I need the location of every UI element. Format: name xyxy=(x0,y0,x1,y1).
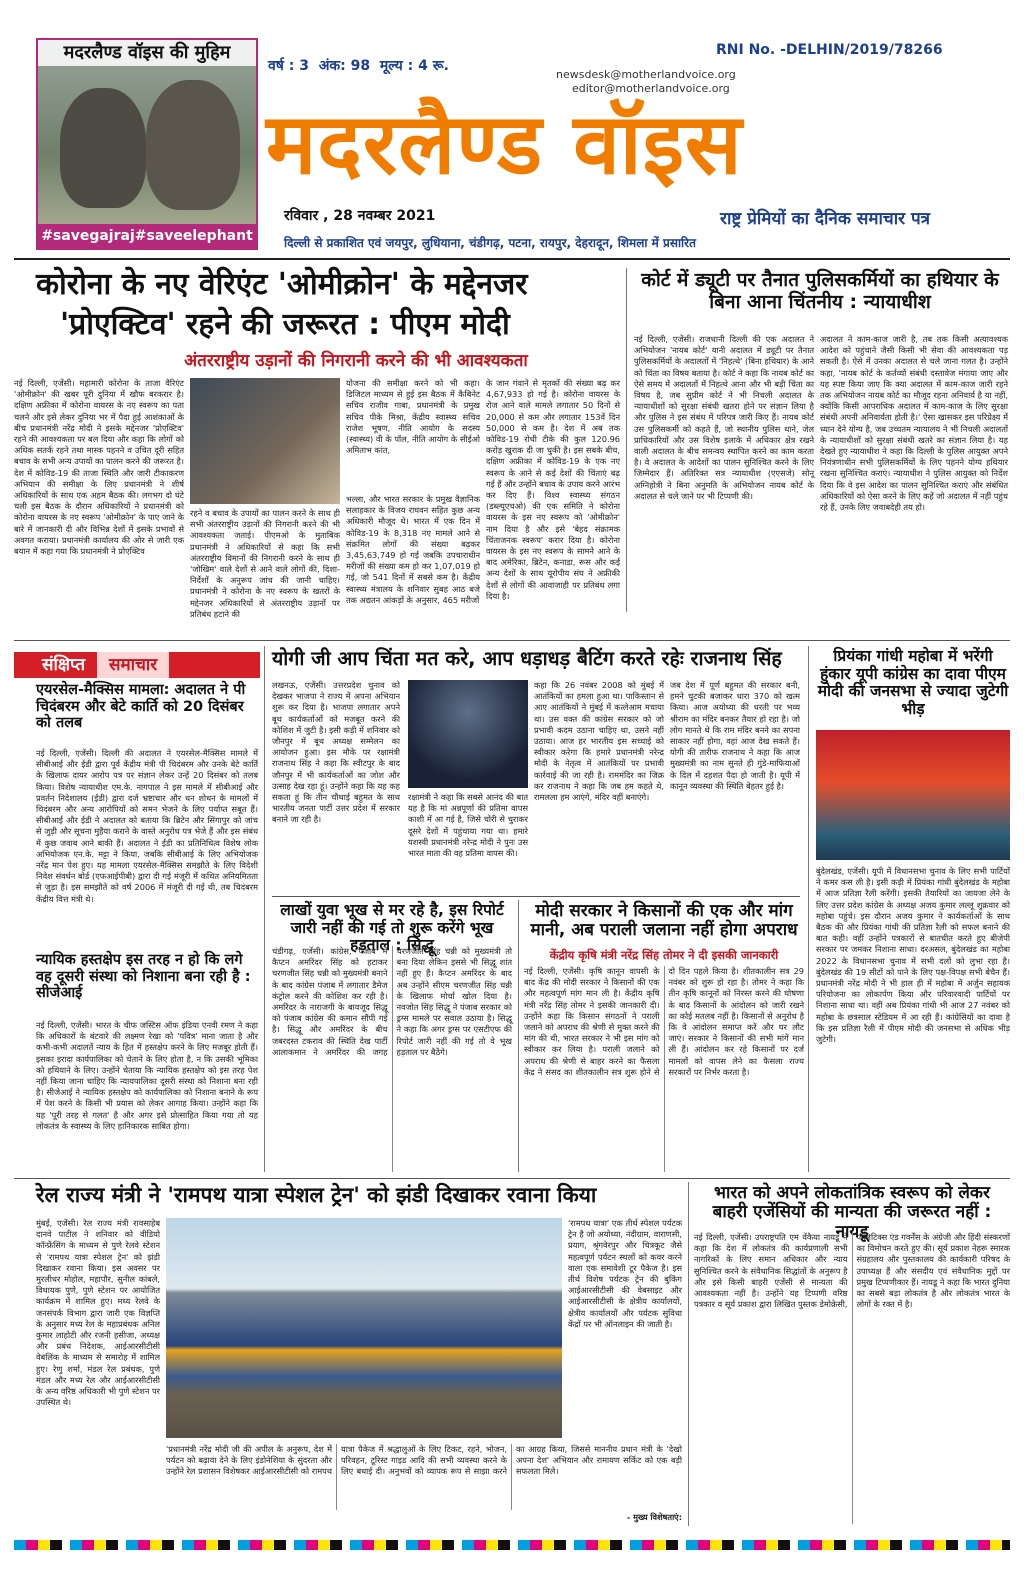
lead-column-1: नई दिल्ली, एजेंसी। महामारी कोरोना के ताजा वैरिएंट 'ओमीक्रोन' की खबर पूरी दुनिया में खौफ बरकरार है। दक्षिण अफ्रीका में कोरोना वायरस के नए स्वरूप का पता चलने और इसे लेकर दुनिया भर में पैदा हुई आशंकाओं के बीच प्रधानमंत्री नरेंद्र मोदी ने इसके मद्देनजर 'प्रोएक्टिव' रहने की आवश्यकता पर बल दिया और कहा कि लोगों को अधिक सतर्क रहने तथा मास्क पहनने व उचित दूरी सहित बचाव के सभी अन्य उपायों का पालन करने की जरूरत है। देश में कोविड-19 की ताजा स्थिति और जारी टीकाकरण अभियान की समीक्षा के लिए प्रधानमंत्री ने शीर्ष अधिकारियों के साथ एक अहम बैठक की। लगभग दो घंटे चली इस बैठक के दौरान अधिकारियों ने प्रधानमंत्री को कोरोना वायरस के नए स्वरूप 'ओमीक्रोन' के पाए जाने के बारे में जानकारी दी और विभिन्न देशों में इसके प्रभावों से अवगत कराया। प्रधानमंत्री कार्यालय की ओर से जारी एक बयान में कहा गया कि प्रधानमंत्री ने प्रोएक्टिव xyxy=(14,378,184,557)
section-divider xyxy=(14,1178,1010,1179)
brief-item-1-headline: एयरसेल-मैक्सिस मामला: अदालत ने पी चिदंबरम और बेटे कार्ति को 20 दिसंबर को तलब xyxy=(36,682,246,732)
issue-meta xyxy=(268,56,449,75)
section-divider xyxy=(272,896,800,897)
lead-headline-2: 'प्रोएक्टिव' रहने की जरूरत : पीएम मोदी xyxy=(60,307,510,342)
sidhu-headline: लाखों युवा भूख से मर रहे है, इस रिपोर्ट जारी नहीं की गई तो शुरू करेंगे भूख हड़ताल : सिद्धू xyxy=(280,901,504,955)
brief-news-header xyxy=(14,652,260,678)
tagline: राष्ट्र प्रेमियों का दैनिक समाचार पत्र xyxy=(720,209,931,229)
price: मूल्य : 4 रू. xyxy=(379,58,449,74)
column-divider xyxy=(626,268,627,612)
pm-modi-photo xyxy=(190,378,340,504)
volume: वर्ष : 3 xyxy=(268,58,309,74)
train-photo xyxy=(166,1218,562,1438)
brief-label-1: संक्षिप्त xyxy=(42,655,86,675)
farmers-subhead: केंद्रीय कृषि मंत्री नरेंद्र सिंह तोमर ने दी इसकी जानकारी xyxy=(549,948,779,962)
rail-middle-column: 'रामपथ यात्रा' एक तीर्थ स्पेशल पर्यटक ट्रेन है जो अयोध्या, नंदीग्राम, वाराणसी, प्रयाग, श्रृंगवेरपुर और चित्रकूट जैसे महत्वपूर्ण पर्यटन स्थलों को कवर करने वाला एक समावेशी टूर पैकेज है। इस तीर्थ विशेष पर्यटक ट्रेन की बुकिंग आईआरसीटीसी की वेबसाइट और आईआरसीटीसी के क्षेत्रीय कार्यालयों, क्षेत्रीय कार्यालयों और पर्यटक सुविधा केंद्रों पर भी ऑनलाइन की जाती है। xyxy=(568,1218,682,1329)
editions-line: दिल्ली से प्रकाशित एवं जयपुर, लुधियाना, चंडीगढ़, पटना, रायपुर, देहरादून, शिमला में प्रसारित xyxy=(284,236,696,250)
brief-item-1-body: नई दिल्ली, एजेंसी। दिल्ली की अदालत ने एयरसेल-मैक्सिस मामले में सीबीआई और ईडी द्वारा पूर्व केंद्रीय मंत्री पी चिदंबरम और उनके बेटे कार्ति के खिलाफ दायर आरोप पत्र पर संज्ञान लेकर उन्हें 20 दिसंबर को तलब किया। विशेष न्यायाधीश एम.के. नागपाल ने इस मामले में सीबीआई और प्रवर्तन निदेशालय (ईडी) द्वारा दर्ज भ्रष्टाचार और धन शोधन के मामलों में चिदंबरम और अन्य आरोपियों को समन भेजने के लिए पर्याप्त सबूत हैं। सीबीआई और ईडी ने अदालत को बताया कि ब्रिटेन और सिंगापुर को जांच से जुड़ी और सूचना मुहैया कराने के वास्ते अनुरोध पत्र भेजे हैं और इस संबंध में कुछ जवाब आने बाकी हैं। अदालत ने ईडी का प्रतिनिधित्व विशेष लोक अभियोजक एन.के. मट्टा ने किया, जबकि सीबीआई के लिए अभियोजक नरेंद्र मान पेश हुए। यह मामला एयरसेल-मैक्सिस समझौते के लिए विदेशी निवेश संवर्धन बोर्ड (एफआईपीबी) द्वारा दी गई मंजूरी में कथित अनियमितता से जुड़ा है। इस समझौते को वर्ष 2006 में मंजूरी दी गई थी, तब चिदंबरम केंद्रीय वित्त मंत्री थे। xyxy=(36,748,258,904)
lead-subhead: अंतरराष्ट्रीय उड़ानों की निगरानी करने की भी आवश्यकता xyxy=(184,351,528,371)
column-divider xyxy=(688,1182,689,1526)
rajnath-column-1: लखनऊ, एजेंसी। उत्तरप्रदेश चुनाव को देखकर भाजपा ने राज्य में अपना अभियान शुरू कर दिया है। भाजपा लगातार अपने बूथ कार्यकर्ताओं को मजबूत करने की कोशिश में जुटी है। इसी कड़ी में शनिवार को जौनपुर में बूथ अध्यक्ष सम्मेलन का आयोजन हुआ। इस मौके पर रक्षामंत्री राजनाथ सिंह ने कहा कि स्वीटपुर के बाद जौनपुर में भी कार्यकर्ताओं का जोश और उत्साह देख रहा हूं। उन्होंने कहा कि यह कह सकता हूं कि तीन चौथाई बहुमत के साथ भारतीय जनता पार्टी उत्तर प्रदेश में सरकार बनाने जा रही है। xyxy=(272,680,400,825)
priyanka-body: बुंदेलखंड, एजेंसी। यूपी में विधानसभा चुनाव के लिए सभी पार्टियों ने कमर कस ली है। इसी कड़ी में प्रियंका गांधी बुंदेलखंड के महोबा में आज प्रतिज्ञा रैली करेंगी। इसकी तैयारियों का जायजा लेने के लिए उत्तर प्रदेश कांग्रेस के अध्यक्ष अजय कुमार लल्लू शुक्रवार को महोबा पहुंचे। इस दौरान अजय कुमार ने कार्यकर्ताओं के साथ बैठक की और प्रियंका गांधी की प्रतिज्ञा रैली को सफल बनाने की बात कही। वहीं उन्होंने पत्रकारों से बातचीत करते हुए बीजेपी सरकार पर जमकर निशाना साधा। दरअसल, बुंदेलखंड का महोबा 2022 के विधानसभा चुनाव में सभी दलों को लुभा रहा है। बुंदेलखंड की 19 सीटों को पाने के लिए पक्ष-विपक्ष सभी बेचैन हैं। प्रधानमंत्री नरेंद्र मोदी ने भी हाल ही में महोबा में अर्जुन सहायक परियोजना का लोकार्पण किया और परिवारवादी पार्टियों पर निशाना साधा था। वहीं अब प्रियंका गांधी भी आज 27 नवंबर को महोबा के छत्रसाल स्टेडियम में आ रही हैं। कांग्रेसियों का दावा है कि इस प्रतिज्ञा रैली में पीएम मोदी की जनसभा से अधिक भीड़ जुटेगी। xyxy=(816,866,1010,1045)
lead-column-3: भल्ला, और भारत सरकार के प्रमुख वैज्ञानिक सलाहकार के विजय राघवन सहित कुछ अन्य अधिकारी मौजूद थे। भारत में एक दिन में कोविड-19 के 8,318 नए मामले आने से संक्रमित लोगों की संख्या बढ़कर 3,45,63,749 हो गई जबकि उपचाराधीन मरीजों की संख्या कम हो कर 1,07,019 हो गई, जो 541 दिनों में सबसे कम है। केंद्रीय स्वास्थ्य मंत्रालय के शनिवार सुबह आठ बजे तक अद्यतन आंकड़ों के अनुसार, 465 मरीजों xyxy=(346,494,480,605)
naidu-body: नई दिल्ली, एजेंसी। उपराष्ट्रपति एम वेंकैया नायडू ने कहा कि देश में लोकतंत्र की कार्यप्रणाली सभी नागरिकों के लिए समान अधिकार और न्याय सुनिश्चित करने के संवैधानिक सिद्धांतों के अनुरूप है और इसे किसी बाहरी एजेंसी से मान्यता की आवश्यकता नहीं है। उन्होंने यह टिप्पणी वरिष्ठ पत्रकार व सूर्य प्रकाश द्वारा लिखित पुस्तक डेमोक्रेसी, पॉलिटिक्स एंड गवर्नेंस के अंग्रेजी और हिंदी संस्करणों का विमोचन करते हुए की। सूर्य प्रकाश नेहरू स्मारक संग्रहालय और पुस्तकालय की कार्यकारी परिषद के उपाध्यक्ष हैं और संसदीय एवं संवैधानिक मुद्दों पर प्रमुख टिप्पणीकार हैं। नायडू ने कहा कि भारत दुनिया का सबसे बड़ा लोकतंत्र है और लोकतंत्र भारत के लोगों के रक्त में है। xyxy=(694,1232,1010,1310)
rail-left-column: मुंबई, एजेंसी। रेल राज्य मंत्री रावसाहेब दानवे पाटील ने शनिवार को वीडियो कॉन्फ्रेंसिंग के माध्यम से पुणे रेलवे स्टेशन से 'रामपथ यात्रा स्पेशल ट्रेन' को झंडी दिखाकर रवाना किया। इस अवसर पर मुरलीधर मोहोल, महापौर, सुनील कांबले, विधायक पुणे, पुणे स्टेशन पर आयोजित कार्यक्रम में शामिल हुए। मध्य रेलवे के जनसंपर्क विभाग द्वारा जारी एक विज्ञप्ति के अनुसार मध्य रेल के महाप्रबंधक अनिल कुमार लाहोटी और रजनी हसीजा, अध्यक्ष और प्रबंध निदेशक, आईआरसीटीसी वेबलिंक के माध्यम से समारोह में शामिल हुए। रेणु शर्मा, मंडल रेल प्रबंधक, पुणे मंडल और मध्य रेल और आईआरसीटीसी के अन्य वरिष्ठ अधिकारी भी पुणे स्टेशन पर उपस्थित थे। xyxy=(36,1218,160,1408)
brief-label-2: समाचार xyxy=(97,652,169,678)
email-newsdesk[interactable]: newsdesk@motherlandvoice.org xyxy=(556,68,736,81)
elephant-image xyxy=(60,88,146,208)
brief-item-2-body: नई दिल्ली, एजेंसी। भारत के चीफ जस्टिस ऑफ इंडिया एनवी रमण ने कहा कि अधिकारों के बंटवारे की लक्ष्मण रेखा को 'पवित्र' माना जाता है और कभी-कभी अदालतें न्याय के हित में हस्तक्षेप करने के लिए मजबूर होती हैं। इसका इरादा कार्यपालिका को चेताने के लिए होता है, न कि उसकी भूमिका को हथियाने के लिए। उन्होंने चेताया कि न्यायिक हस्तक्षेप को इस तरह पेश नहीं किया जाना चाहिए कि न्यायपालिका दूसरी संस्था को निशाना बना रही है। सीजेआई ने न्यायिक हस्तक्षेप को कार्यपालिका को निशाना बनाने के रूप में पेश करने के किसी भी प्रयास को लेकर आगाह किया। उन्होंने कहा कि यह 'पूरी तरह से गलत' है और अगर इसे प्रोत्साहित किया गया तो यह लोकतंत्र के स्वास्थ्य के लिए हानिकारक साबित होगा। xyxy=(36,1020,258,1131)
priyanka-headline: प्रियंका गांधी महोबा में भरेंगी हुंकार यूपी कांग्रेस का दावा पीएम मोदी की जनसभा से ज्यादा जुटेगी भीड़ xyxy=(817,647,1009,718)
email-editor[interactable]: editor@motherlandvoice.org xyxy=(572,82,730,95)
masthead-divider xyxy=(14,258,1010,260)
farmers-body: नई दिल्ली, एजेंसी। कृषि कानून वापसी के बाद केंद्र की मोदी सरकार ने किसानों की एक और महत्वपूर्ण मांग मान ली है। केंद्रीय कृषि मंत्री नरेंद्र सिंह तोमर ने इसकी जानकारी दी। उन्होंने कहा कि किसान संगठनों ने पराली जलाने को अपराध की श्रेणी से मुक्त करने की मांग की थी, भारत सरकार ने भी इस मांग को स्वीकार कर लिया है। पराली जलाने को अपराध की श्रेणी से बाहर करने का फैसला केंद्र ने संसद का शीतकालीन सत्र शुरू होने से दो दिन पहले किया है। शीतकालीन सत्र 29 नवंबर को शुरू हो रहा है। तोमर ने कहा कि तीन कृषि कानूनों को निरस्त करने की घोषणा के बाद किसानों के आंदोलन को जारी रखने का कोई मतलब नहीं है। किसानों से अनुरोध है कि वे आंदोलन समाप्त करें और घर लौट जाएं। सरकार ने किसानों की सभी मांगें मान ली हैं। आंदोलन कर रहे किसानों पर दर्ज मामलों को वापस लेने का फैसला राज्य सरकारों पर निर्भर करता है। xyxy=(524,966,804,1077)
promo-hashtag: #savegajraj#saveelephant xyxy=(38,224,256,248)
rajnath-caption: रक्षामंत्री ने कहा कि सबसे आनंद की बात यह है कि मां अन्नपूर्णा की प्रतिमा वापस काशी में आ गई है, जिसे चोरी से चुराकर दूसरे देशों में पहुंचाया गया था। हमारे यशस्वी प्रधानमंत्री नरेन्द्र मोदी ने पुनः उस भारत माता की वह प्रतिमा वापस की। xyxy=(408,792,528,859)
rni-number: RNI No. -DELHIN/2019/78266 xyxy=(716,42,943,58)
print-color-strip xyxy=(14,1540,1010,1550)
court-column-1: नई दिल्ली, एजेंसी। राजधानी दिल्ली की एक अदालत ने अभियोजन 'नायब कोर्ट' यानी अदालत में ड्यूटी पर तैनात पुलिसकर्मियों के अदालतों में 'निहत्थे' (बिना हथियार) के आने को चिंता का विषय बताया है। कोर्ट ने कहा कि नायब कोर्ट का ऐसे समय में अदालतों में निहत्थे आना और भी बड़ी चिंता का विषय है, जब सुप्रीम कोर्ट ने भी निचली अदालत के न्यायाधीशों को सुरक्षा संबंधी खतरा होने पर संज्ञान लिया है और पुलिस ने इस संबंध में परिपत्र जारी किए हैं। नायब कोर्ट उस पुलिसकर्मी को कहते हैं, जो स्थानीय पुलिस थाने, जेल प्राधिकारियों और उस विशेष इलाके में अधिकार क्षेत्र रखने वाली अदालत के बीच समन्वय स्थापित करने का काम करता है। वे अदालत के आदेशों का पालन सुनिश्चित करने के लिए जिम्मेदार हैं। अतिरिक्त सत्र न्यायाधीश (एएसजे) सोनू अग्निहोत्री ने बिना अनुमति के अभियोजन नायब कोर्ट के अदालत से चले जाने पर भी टिप्पणी की। xyxy=(634,334,814,501)
lead-column-3-top: योजना की समीक्षा करने को भी कहा। डिजिटल माध्यम से हुई इस बैठक में कैबिनेट सचिव राजीव गाबा, प्रधानमंत्री के प्रमुख सचिव पीके मिश्रा, केंद्रीय स्वास्थ्य सचिव राजेश भूषण, नीति आयोग के सदस्य (स्वास्थ्य) वी के पॉल, नीति आयोग के सीईओ अमिताभ कांत, xyxy=(346,378,480,456)
farmers-headline: मोदी सरकार ने किसानों की एक और मांग मानी, अब पराली जलाना नहीं होगा अपराध xyxy=(530,901,798,941)
promo-heading: मदरलैण्ड वॉइस की मुहिम xyxy=(38,40,256,66)
lead-column-4: के जान गंवाने से मृतकों की संख्या बढ़ कर 4,67,933 हो गई है। कोरोना वायरस के रोज आने वाले मामले लगातार 50 दिनों से 20,000 से कम और लगातार 153वें दिन 50,000 से कम है। देश में अब तक कोविड-19 रोधी टीके की कुल 120.96 करोड़ खुराक दी जा चुकी है। इस सबके बीच, दक्षिण अफ्रीका में कोविड-19 के एक नए स्वरूप के आने से कई देशों की चिंताएं बढ़ गई हैं और उन्होंने बचाव के उपाय करने आरंभ कर दिए हैं। विश्व स्वास्थ्य संगठन (डब्ल्यूएचओ) की एक समिति ने कोरोना वायरस के इस नए स्वरूप को 'ओमीक्रोन' नाम दिया है और इसे 'बेहद संक्रामक चिंताजनक स्वरूप' करार दिया है। कोरोना वायरस के इस नए स्वरूप के सामने आने के बाद अमेरिका, ब्रिटेन, कनाडा, रूस और कई अन्य देशों के साथ यूरोपीय संघ ने अफ्रीकी देशों से लोगों की आवाजाही पर प्रतिबंध लगा दिया है। xyxy=(486,378,620,601)
court-column-2: अदालत ने काम-काज जारी है, तब तक किसी अत्यावश्यक आदेश को पहुंचाने जैसी किसी भी सेवा की आवश्यकता पड़ सकती है। ऐसे में उनका अदालत से चले जाना गलत है। उन्होंने कहा, 'नायब कोर्ट के कर्तव्यों संबंधी दस्तावेज मंगाया जाए और यह स्पष्ट किया जाए कि क्या अदालत में काम-काज जारी रहने तक अभियोजन नायब कोर्ट का मौजूद रहना अनिवार्य है या नहीं, क्योंकि किसी आपराधिक अदालत में काम-काज के लिए सुरक्षा संबंधी अपनी अनिवार्यता होती है।' ऐसा खासकर इस परिप्रेक्ष्य में ध्यान देने योग्य है, जब उच्चतम न्यायालय ने भी निचली अदालतों के न्यायाधीशों को सुरक्षा संबंधी खतरे का संज्ञान लिया है। यह देखते हुए न्यायाधीश ने कहा कि दिल्ली के पुलिस आयुक्त अपने नियंत्रणाधीन सभी पुलिसकर्मियों के लिए पहनने योग्य हथियार रखना सुनिश्चित कराएं। न्यायाधीश ने पुलिस आयुक्त को निर्देश दिया कि वे इस आदेश का पालन सुनिश्चित कराएं और संबंधित अधिकारियों को ऐसा करने के लिए कहें जो अदालत में नहीं पहुंच रहे हैं, उनके लिए जवाबदेही तय हो। xyxy=(820,334,1008,513)
lead-headline-1: कोरोना के नए वेरिएंट 'ओमीक्रोन' के मद्देनजर xyxy=(36,267,528,302)
sidhu-body: चंडीगढ़, एजेंसी। कांग्रेस, पंजाब में कैप्टन अमरिंदर सिंह को हटाकर चरणजीत सिंह चन्नी को मुख्यमंत्री बनाने के बाद कांग्रेस पंजाब में लगातार डैमेज कंट्रोल करने की कोशिश कर रही है। अमरिंदर के नाराजगी के बावजूद सिद्धू को पंजाब कांग्रेस की कमान सौंपी गई है। सिद्धू और अमरिंदर के बीच जबरदस्त टकराव की स्थिति देख पार्टी आलाकमान ने अमरिंदर की जगह चरणजीत सिंह चन्नी को मुख्यमंत्री तो बना दिया लेकिन इससे भी सिद्धू शांत नहीं हुए हैं। कैप्टन अमरिंदर के बाद अब उन्होंने सीएम चरणजीत सिंह चन्नी के खिलाफ मोर्चा खोल दिया है। नवजोत सिंह सिद्धू ने पंजाब सरकार को ड्रग्स मामले पर सवाल उठाया है। सिद्धू ने कहा कि अगर ड्रग्स पर एसटीएफ की रिपोर्ट जारी नहीं की गई तो वे भूख हड़ताल पर बैठेंगे। xyxy=(272,946,512,1057)
section-divider xyxy=(14,640,1010,641)
rail-headline: रेल राज्य मंत्री ने 'रामपथ यात्रा स्पेशल ट्रेन' को झंडी दिखाकर रवाना किया xyxy=(36,1183,597,1207)
rajnath-headline: योगी जी आप चिंता मत करे, आप धड़ाधड़ बैटिंग करते रहेः राजनाथ सिंह xyxy=(272,647,782,670)
newspaper-logo: मदरलैण्ड वॉइस xyxy=(266,94,743,193)
rajnath-column-3: जब देश में पूर्ण बहुमत की सरकार बनी, हमने चुटकी बजाकर धारा 370 को खत्म किया। आज अयोध्या की धरती पर भव्य श्रीराम का मंदिर बनकर तैयार हो रहा है। जो लोग मानते थे कि राम मंदिर बनने का सपना साकार नहीं होगा, वहां आज देख सकते हैं। योगी की तारीफ राजनाथ ने कहा कि आज मुख्यमंत्री का नाम सुनते ही गुंडे-माफियाओं के दिल में दहशत पैदा हो जाती है। यूपी में कानून व्यवस्था की स्थिति बेहतर हुई है। xyxy=(670,680,800,791)
publication-date: रविवार , 28 नवम्बर 2021 xyxy=(284,208,436,224)
rail-signoff: - मुख्य विशेषताएं: xyxy=(626,1512,682,1522)
rail-caption: 'प्रधानमंत्री नरेंद्र मोदी जी की अपील के अनुरूप, देश में पर्यटन को बढ़ावा देने के लिए इंडोनेशिया के सुंदरता और उन्होंने रेल प्रशासन विशेषकर आईआरसीटीसी को रामपथ यात्रा पैकेज में श्रद्धालुओं के लिए टिकट, रहने, भोजन, परिवहन, टूरिस्ट गाइड आदि की सभी व्यवस्था करने के लिए बधाई दी। अनुभवों को व्यापक रूप से साझा करने का आग्रह किया, जिससे माननीय प्रधान मंत्री के 'देखो अपना देश' अभियान और रामायण सर्किट को एक बड़ी सफलता मिले। xyxy=(166,1444,682,1477)
rajnath-column-2: कहा कि 26 नवंबर 2008 को मुंबई में आतंकियों का हमला हुआ था। पाकिस्तान से आए आतंकियों ने मुंबई में कत्लेआम मचाया था। उस वक्त की कांग्रेस सरकार को जो प्रभावी कदम उठाना चाहिए था, उसने नहीं उठाया। आज हर भारतीय इस सच्चाई को स्वीकार करेगा कि हमारे प्रधानमंत्री नरेन्द्र मोदी के नेतृत्व में आतंकियों पर प्रभावी कार्रवाई की जा रही है। राममंदिर का जिक्र कर राजनाथ ने कहा कि जब हम कहते थे, रामलला हम आएंगे, मंदिर वहीं बनाएंगे। xyxy=(534,680,664,803)
elephant-image xyxy=(146,80,240,210)
lead-column-2: रहने व बचाव के उपायों का पालन करने के साथ ही सभी अंतरराष्ट्रीय उड़ानों की निगरानी करने की भी आवश्यकता जताई। पीएमओ के मुताबिक प्रधानमंत्री ने अधिकारियों से कहा कि सभी अंतरराष्ट्रीय विमानों की निगरानी करने के साथ ही 'जोखिम' वाले देशों से आने वाले लोगों की, दिशा-निर्देशों के अनुरूप जांच की जानी चाहिए। प्रधानमंत्री ने कोरोना के नए स्वरूप के खतरों के मद्देनजर अधिकारियों से अंतरराष्ट्रीय उड़ानों पर प्रतिबंध हटाने की xyxy=(190,508,340,619)
campaign-promo-box xyxy=(36,38,258,250)
column-divider xyxy=(264,646,265,1172)
column-divider xyxy=(518,900,519,1172)
naidu-headline: भारत को अपने लोकतांत्रिक स्वरूप को लेकर बाहरी एजेंसियों की मान्यता की जरूरत नहीं : नायडू xyxy=(712,1183,992,1242)
column-divider xyxy=(808,646,809,1172)
brief-item-2-headline: न्यायिक हस्तक्षेप इस तरह न हो कि लगे वह दूसरी संस्था को निशाना बना रही है : सीजेआई xyxy=(36,952,251,1002)
court-headline: कोर्ट में ड्यूटी पर तैनात पुलिसकर्मियों का हथियार के बिना आना चिंतनीय : न्यायाधीश xyxy=(641,269,999,313)
rajnath-singh-photo xyxy=(408,680,528,788)
issue-number: अंक: 98 xyxy=(318,58,371,74)
priyanka-gandhi-photo xyxy=(816,730,1010,860)
